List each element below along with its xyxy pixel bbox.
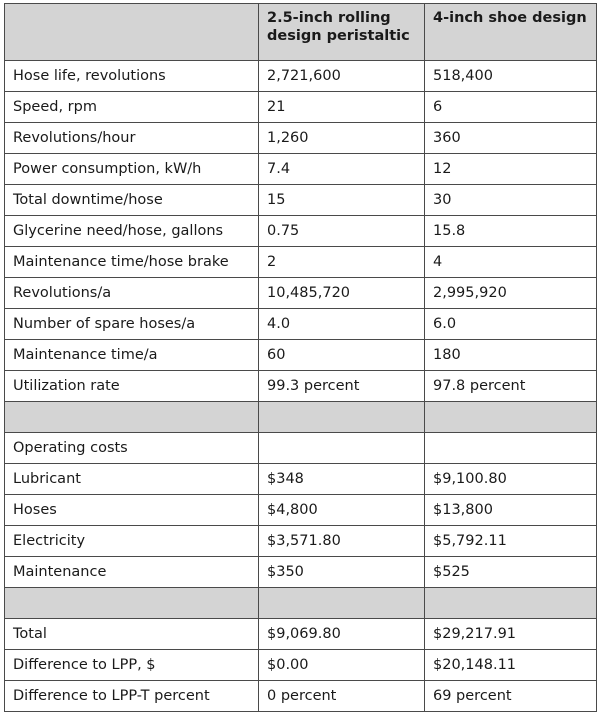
rolling-design-value: 99.3 percent (259, 371, 425, 402)
rolling-design-value: 15 (259, 185, 425, 216)
row-label: Maintenance time/a (5, 340, 259, 371)
table-row (5, 588, 597, 619)
table-row (5, 247, 597, 278)
rolling-design-value: 4.0 (259, 309, 425, 340)
comparison-table (4, 3, 597, 712)
row-label: Utilization rate (5, 371, 259, 402)
table-row (5, 61, 597, 92)
row-label: Hoses (5, 495, 259, 526)
shoe-design-value (425, 433, 597, 464)
table-row (5, 650, 597, 681)
rolling-design-value: 60 (259, 340, 425, 371)
row-label: Revolutions/hour (5, 123, 259, 154)
shoe-design-value: 69 percent (425, 681, 597, 712)
rolling-design-value: $348 (259, 464, 425, 495)
row-label: Revolutions/a (5, 278, 259, 309)
table-row (5, 309, 597, 340)
rolling-design-value: $4,800 (259, 495, 425, 526)
shoe-design-value: 180 (425, 340, 597, 371)
shoe-design-value: $29,217.91 (425, 619, 597, 650)
row-label: Maintenance (5, 557, 259, 588)
shoe-design-value: 2,995,920 (425, 278, 597, 309)
table-row (5, 402, 597, 433)
row-label: Total (5, 619, 259, 650)
header-cell-shoe-design: 4-inch shoe design (425, 4, 597, 61)
row-label: Difference to LPP-T percent (5, 681, 259, 712)
row-label: Glycerine need/hose, gallons (5, 216, 259, 247)
shoe-design-value: 360 (425, 123, 597, 154)
rolling-design-value: 0.75 (259, 216, 425, 247)
table-row (5, 464, 597, 495)
rolling-design-value: $3,571.80 (259, 526, 425, 557)
rolling-design-value: $9,069.80 (259, 619, 425, 650)
rolling-design-value: 21 (259, 92, 425, 123)
row-label (5, 402, 259, 433)
shoe-design-value: 15.8 (425, 216, 597, 247)
table-row (5, 92, 597, 123)
rolling-design-value: 1,260 (259, 123, 425, 154)
rolling-design-value: $350 (259, 557, 425, 588)
shoe-design-value: $525 (425, 557, 597, 588)
header-cell-rolling-design: 2.5-inch rolling design peristaltic (259, 4, 425, 61)
table-row (5, 278, 597, 309)
row-label: Total downtime/hose (5, 185, 259, 216)
table-row (5, 681, 597, 712)
rolling-design-value (259, 588, 425, 619)
shoe-design-value: 97.8 percent (425, 371, 597, 402)
table-row (5, 526, 597, 557)
table-row (5, 433, 597, 464)
shoe-design-value: 4 (425, 247, 597, 278)
rolling-design-value (259, 433, 425, 464)
row-label: Lubricant (5, 464, 259, 495)
header-cell-label (5, 4, 259, 61)
rolling-design-value: $0.00 (259, 650, 425, 681)
shoe-design-value: $9,100.80 (425, 464, 597, 495)
shoe-design-value: $13,800 (425, 495, 597, 526)
comparison-table-container (4, 3, 596, 712)
shoe-design-value: 6 (425, 92, 597, 123)
table-row (5, 123, 597, 154)
rolling-design-value: 0 percent (259, 681, 425, 712)
table-row (5, 154, 597, 185)
row-label: Electricity (5, 526, 259, 557)
shoe-design-value: 518,400 (425, 61, 597, 92)
shoe-design-value (425, 402, 597, 433)
rolling-design-value: 10,485,720 (259, 278, 425, 309)
rolling-design-value (259, 402, 425, 433)
table-row (5, 557, 597, 588)
table-header-row (5, 4, 597, 61)
row-label: Speed, rpm (5, 92, 259, 123)
table-row (5, 619, 597, 650)
shoe-design-value: $5,792.11 (425, 526, 597, 557)
row-label: Difference to LPP, $ (5, 650, 259, 681)
table-row (5, 216, 597, 247)
row-label: Number of spare hoses/a (5, 309, 259, 340)
row-label: Operating costs (5, 433, 259, 464)
table-body (5, 61, 597, 712)
row-label: Power consumption, kW/h (5, 154, 259, 185)
shoe-design-value (425, 588, 597, 619)
row-label: Hose life, revolutions (5, 61, 259, 92)
table-row (5, 185, 597, 216)
table-row (5, 340, 597, 371)
table-row (5, 495, 597, 526)
shoe-design-value: 12 (425, 154, 597, 185)
rolling-design-value: 2 (259, 247, 425, 278)
rolling-design-value: 7.4 (259, 154, 425, 185)
shoe-design-value: 30 (425, 185, 597, 216)
row-label: Maintenance time/hose brake (5, 247, 259, 278)
rolling-design-value: 2,721,600 (259, 61, 425, 92)
shoe-design-value: 6.0 (425, 309, 597, 340)
table-row (5, 371, 597, 402)
row-label (5, 588, 259, 619)
shoe-design-value: $20,148.11 (425, 650, 597, 681)
